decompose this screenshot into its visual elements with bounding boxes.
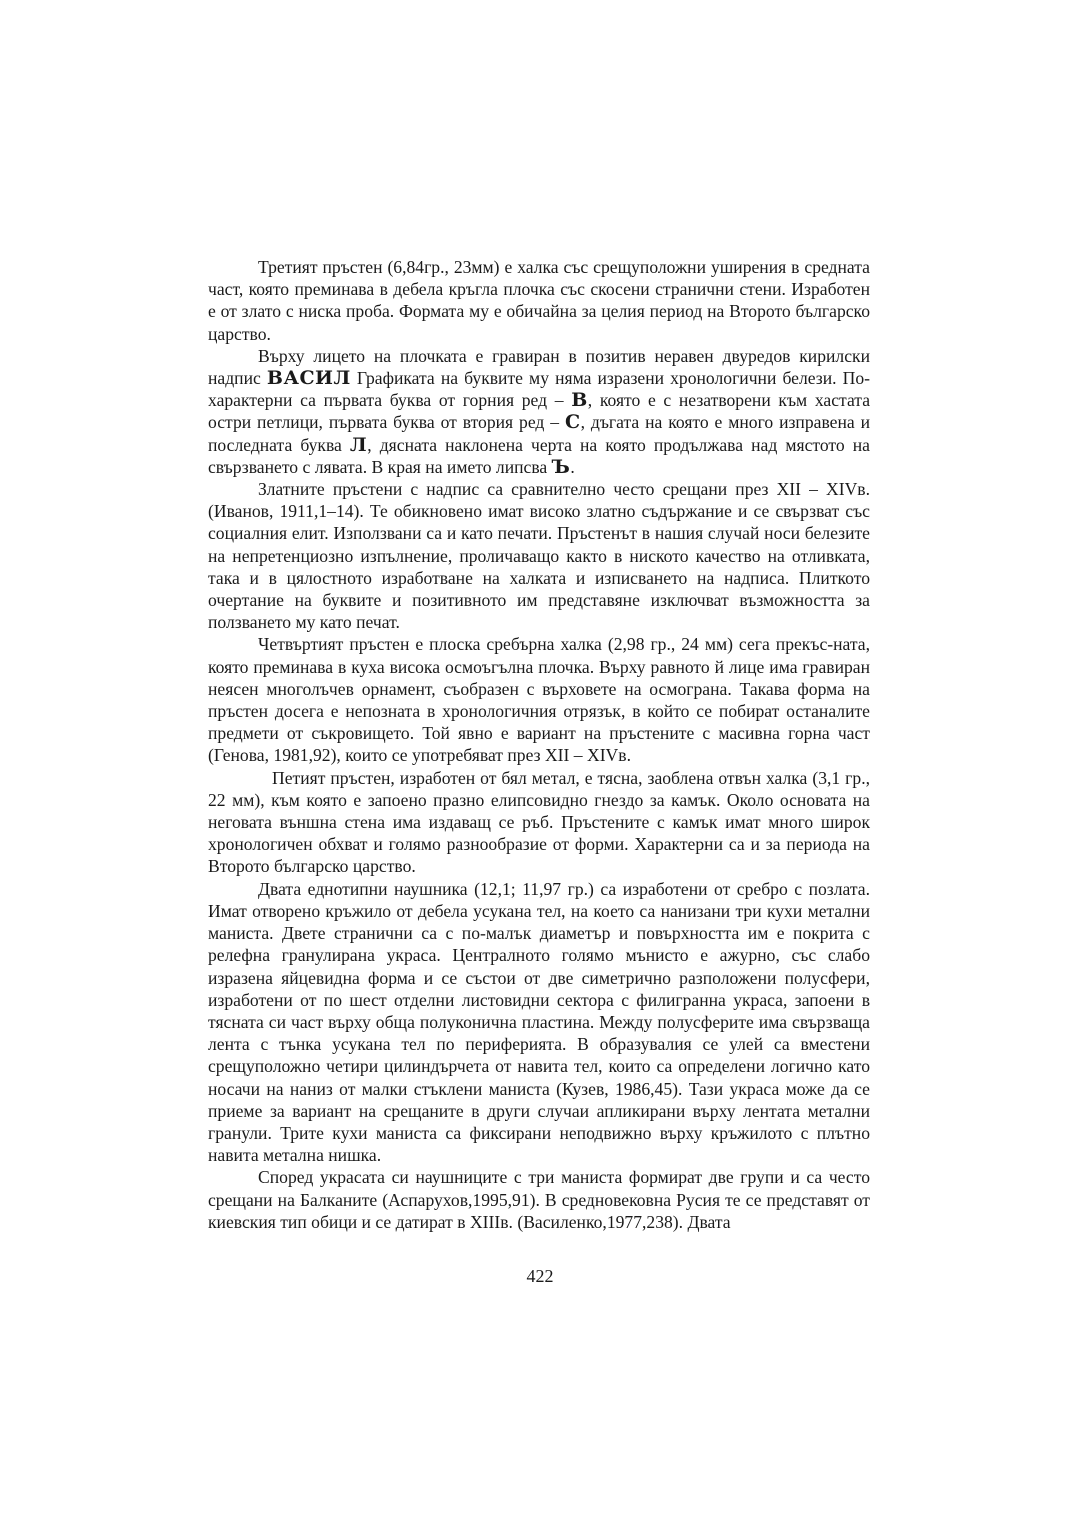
paragraph-earring-groups: Според украсата си наушниците с три маниста формират две групи и са често срещани на Балканите (Аспарухов,1995,91). В средновековна Русия те се представят от киевския тип обици и се датират в XIIIв. (Василенко,1977,238). Двата bbox=[208, 1167, 870, 1232]
inscription-text-4: , дъгата на която е много изправена и последната буква bbox=[208, 412, 870, 455]
letter-v: В bbox=[571, 389, 588, 412]
paragraph-fourth-ring: Четвъртият пръстен е плоска сребърна халка (2,98 гр., 24 мм) сега прекъс-ната, която преминава в куха висока осмоъгълна плочка. Върху равното й лице има гравиран неясен многолъчев орнамент, съобразен с върховете на осмограна. Такава форма на пръстен досега е непозната в хронологичния отрязък, в който се побират останалите предмети от съкровището. Той явно е вариант на пръстените с масивна горна част (Генова, 1981,92), които се употребяват през XII – XIVв. bbox=[208, 634, 870, 766]
paragraph-gold-rings: Златните пръстени с надпис са сравнително често срещани през XII – XIVв. (Иванов, 1911,1–14). Те обикновено имат високо златно съдържание и се свързват със социалния елит. Използвани са и като печати. Пръстенът в нашия случай носи белезите на непретенциозно изпълнение, проличаващо както в ниското качество на отливката, така и в цялостното изработване на халката и изписването на надписа. Плиткото очертание на буквите и позитивното им представяне изключват възможността за ползването му като печат. bbox=[208, 479, 870, 633]
paragraph-earrings: Двата еднотипни наушника (12,1; 11,97 гр.) са изработени от сребро с позлата. Имат отворено кръжило от дебела усукана тел, на което са нанизани три кухи метални маниста. Двете странични са с по-малък диаметър и повърхността им е покрита с релефна гранулирана украса. Централното голямо мънисто е ажурно, със слабо изразена яйцевидна форма и се състои от две симетрично разположени полусфери, изработени от по шест отделни листовидни сектора с филигранна украса, запоени в тясната си част върху обща полуконична пластина. Между полусферите има свързваща лента с тънка усукана тел по периферията. В образувалия се улей са вместени срещуположно четири цилиндърчета от навита тел, които са определени логично като носачи на наниз от малки стъклени маниста (Кузев, 1986,45). Тази украса може да се приеме за вариант на срещаните в други случаи апликирани върху лентата метални гранули. Трите кухи маниста са фиксирани неподвижно върху кръжилото с плътно навита метална нишка. bbox=[208, 878, 870, 1166]
letter-s: С bbox=[564, 411, 581, 434]
inscription-text-6: . bbox=[570, 456, 575, 477]
paragraph-inscription bbox=[208, 345, 870, 478]
letter-l: Л bbox=[349, 433, 368, 456]
page-number: 422 bbox=[526, 1266, 554, 1286]
paragraph-fifth-ring: Петият пръстен, изработен от бял метал, е тясна, заоблена отвън халка (3,1 гр., 22 мм), към която е запоено празно елипсовидно гнездо за камък. Около основата на неговата външна стена има издаващ се ръб. Пръстените с камък имат много широк хронологичен обхват и голямо разнообразие от форми. Характерни са и за периода на Второто българско царство. bbox=[208, 767, 870, 877]
inscription-text-2: Графиката на буквите му няма изразени хронологични белези. По-характерни са първата буква от горния ред – bbox=[208, 368, 870, 411]
body-text bbox=[208, 256, 870, 1233]
inscription-text-1: Върху лицето на плочката е гравиран в позитив неравен двуредов кирилски надпис bbox=[208, 345, 870, 389]
paragraph-third-ring: Третият пръстен (6,84гр., 23мм) е халка със срещуположни уширения в средната част, която преминава в дебела кръгла плочка със скосени странични стени. Изработен е от злато с ниска проба. Формата му е обичайна за целия период на Второто българско царство. bbox=[208, 257, 870, 344]
inscription-vasil: ВАСИЛ bbox=[266, 367, 351, 390]
letter-yer: Ъ bbox=[551, 455, 571, 478]
inscription-text-5: , дясната наклонена черта на която продължава над мястото на свързването с лявата. В края на името липсва bbox=[208, 434, 870, 477]
inscription-text-3: , която е с незатворени към хастата остри петлици, първата буква от втория ред – bbox=[208, 390, 871, 433]
